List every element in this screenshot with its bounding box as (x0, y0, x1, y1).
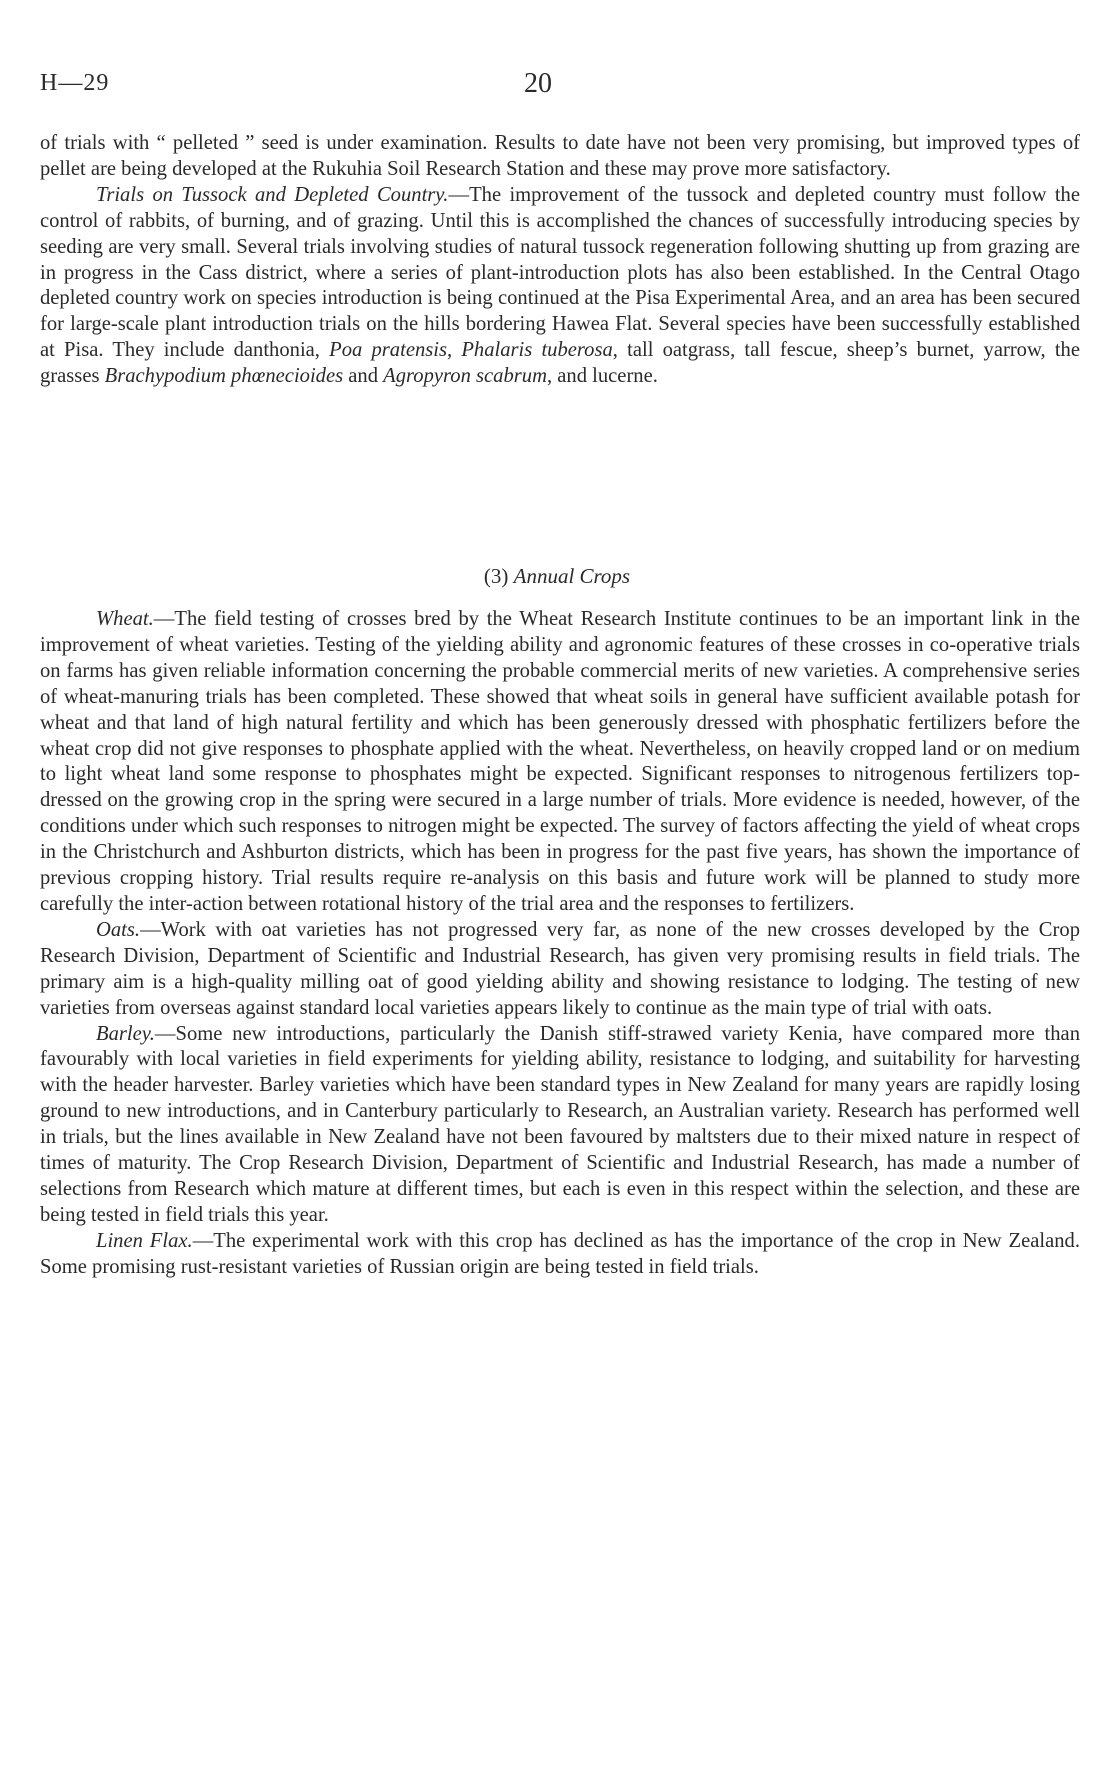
paragraph-lead: Trials on Tussock and Depleted Country. (96, 183, 449, 206)
paragraph-lead: Barley. (96, 1022, 155, 1045)
species-name: Phalaris tuberosa (461, 339, 613, 362)
paragraph-lead: Wheat. (96, 608, 154, 630)
separator-text: and (343, 365, 384, 388)
paragraph-text: —The field testing of crosses bred by the Wheat Research Institute continues to be an important link in the improvement of wheat varieties. Testing of the yielding ability and agronomic features of these crosses in co-operative trials on farms has given reliable information concerning the probable commercial merits of new varieties. A comprehensive series of wheat-manuring trials has been completed. These showed that wheat soils in general have sufficient available potash for wheat and that land of high natural fertility and which has been generously dressed with phosphatic fertilizers before the wheat crop did not give responses to phosphate applied with the wheat. Nevertheless, on heavily cropped land or on medium to light wheat land some response to phosphates might be expected. Significant responses to nitrogenous fertilizers top-dressed on the growing crop in the spring were secured in a large number of trials. More evidence is needed, however, of the conditions under which such responses to nitrogen might be expected. The survey of factors affecting the yield of wheat crops in the Christchurch and Ashburton districts, which has been in progress for the past five years, has shown the importance of previous cropping history. Trial results require re-analysis on this basis and future work will be planned to study more carefully the inter-action between rotational history of the trial area and the responses to fertilizers. (40, 608, 1080, 915)
paragraph-wheat (40, 607, 1080, 918)
paragraph-text: , and lucerne. (546, 365, 658, 388)
paragraph-linen-flax (40, 1229, 1080, 1281)
text-block-annual-crops (40, 607, 1080, 1281)
section-heading (0, 564, 1114, 589)
paragraph-text: —Some new introductions, particularly the Danish stiff-strawed variety Kenia, have compared more than favourably with local varieties in field experiments for yielding ability, resistance to lodging, and suitability for harvesting with the header harvester. Barley varieties which have been standard types in New Zealand for many years are rapidly losing ground to new introductions, and in Canterbury particularly to Research, an Australian variety. Research has performed well in trials, but the lines available in New Zealand have not been favoured by maltsters due to their mixed nature in respect of times of maturity. The Crop Research Division, Department of Scientific and Industrial Research, has made a number of selections from Research which mature at different times, but each is even in this respect within the selection, and these are being tested in field trials this year. (40, 1022, 1080, 1226)
paragraph-lead: Oats. (96, 918, 141, 941)
paragraph-barley (40, 1022, 1080, 1229)
species-name: Poa pratensis (329, 339, 448, 362)
separator-text: , (447, 339, 462, 362)
document-reference: H—29 (40, 70, 110, 96)
paragraph-text: —The improvement of the tussock and depleted country must follow the control of rabbits, of burning, and of grazing. Until this is accomplished the chances of successfully introducing species by seeding are very small. Several trials involving studies of natural tussock regeneration following shutting up from grazing are in progress in the Cass district, where a series of plant-introduction plots has also been established. In the Central Otago depleted country work on species introduction is being continued at the Pisa Experimental Area, and an area has been secured for large-scale plant introduction trials on the hills bordering Hawea Flat. Several species have been successfully established at Pisa. They include danthonia, (40, 183, 1080, 362)
paragraph-lead: Linen Flax. (96, 1229, 193, 1252)
paragraph-oats (40, 918, 1080, 1022)
page-number: 20 (524, 68, 552, 99)
paragraph-pelleted-seed (40, 131, 1080, 183)
paragraph-text: , tall oatgrass, tall fescue, sheep’s burnet, yarrow, the grasses (40, 339, 1080, 388)
paragraph-text: —Work with oat varieties has not progressed very far, as none of the new crosses developed by the Crop Research Division, Department of Scientific and Industrial Research, has given very promising results in field trials. The primary aim is a high-quality milling oat of good yielding ability and showing resistance to lodging. The testing of new varieties from overseas against standard local varieties appears likely to continue as the main type of trial with oats. (40, 918, 1080, 1019)
section-title: Annual Crops (513, 564, 631, 588)
paragraph-tussock-trials (40, 183, 1080, 390)
text-block-top (40, 131, 1080, 390)
section-number: (3) (483, 564, 509, 588)
species-name: Agropyron scabrum (383, 365, 547, 388)
paragraph-text: of trials with “ pelleted ” seed is under examination. Results to date have not been very promising, but improved types of pellet are being developed at the Rukuhia Soil Research Station and these may prove more satisfactory. (40, 132, 1080, 180)
species-name: Brachypodium phœnecioides (104, 365, 344, 388)
paragraph-text: —The experimental work with this crop has declined as has the importance of the crop in New Zealand. Some promising rust-resistant varieties of Russian origin are being tested in field trials. (40, 1229, 1080, 1278)
